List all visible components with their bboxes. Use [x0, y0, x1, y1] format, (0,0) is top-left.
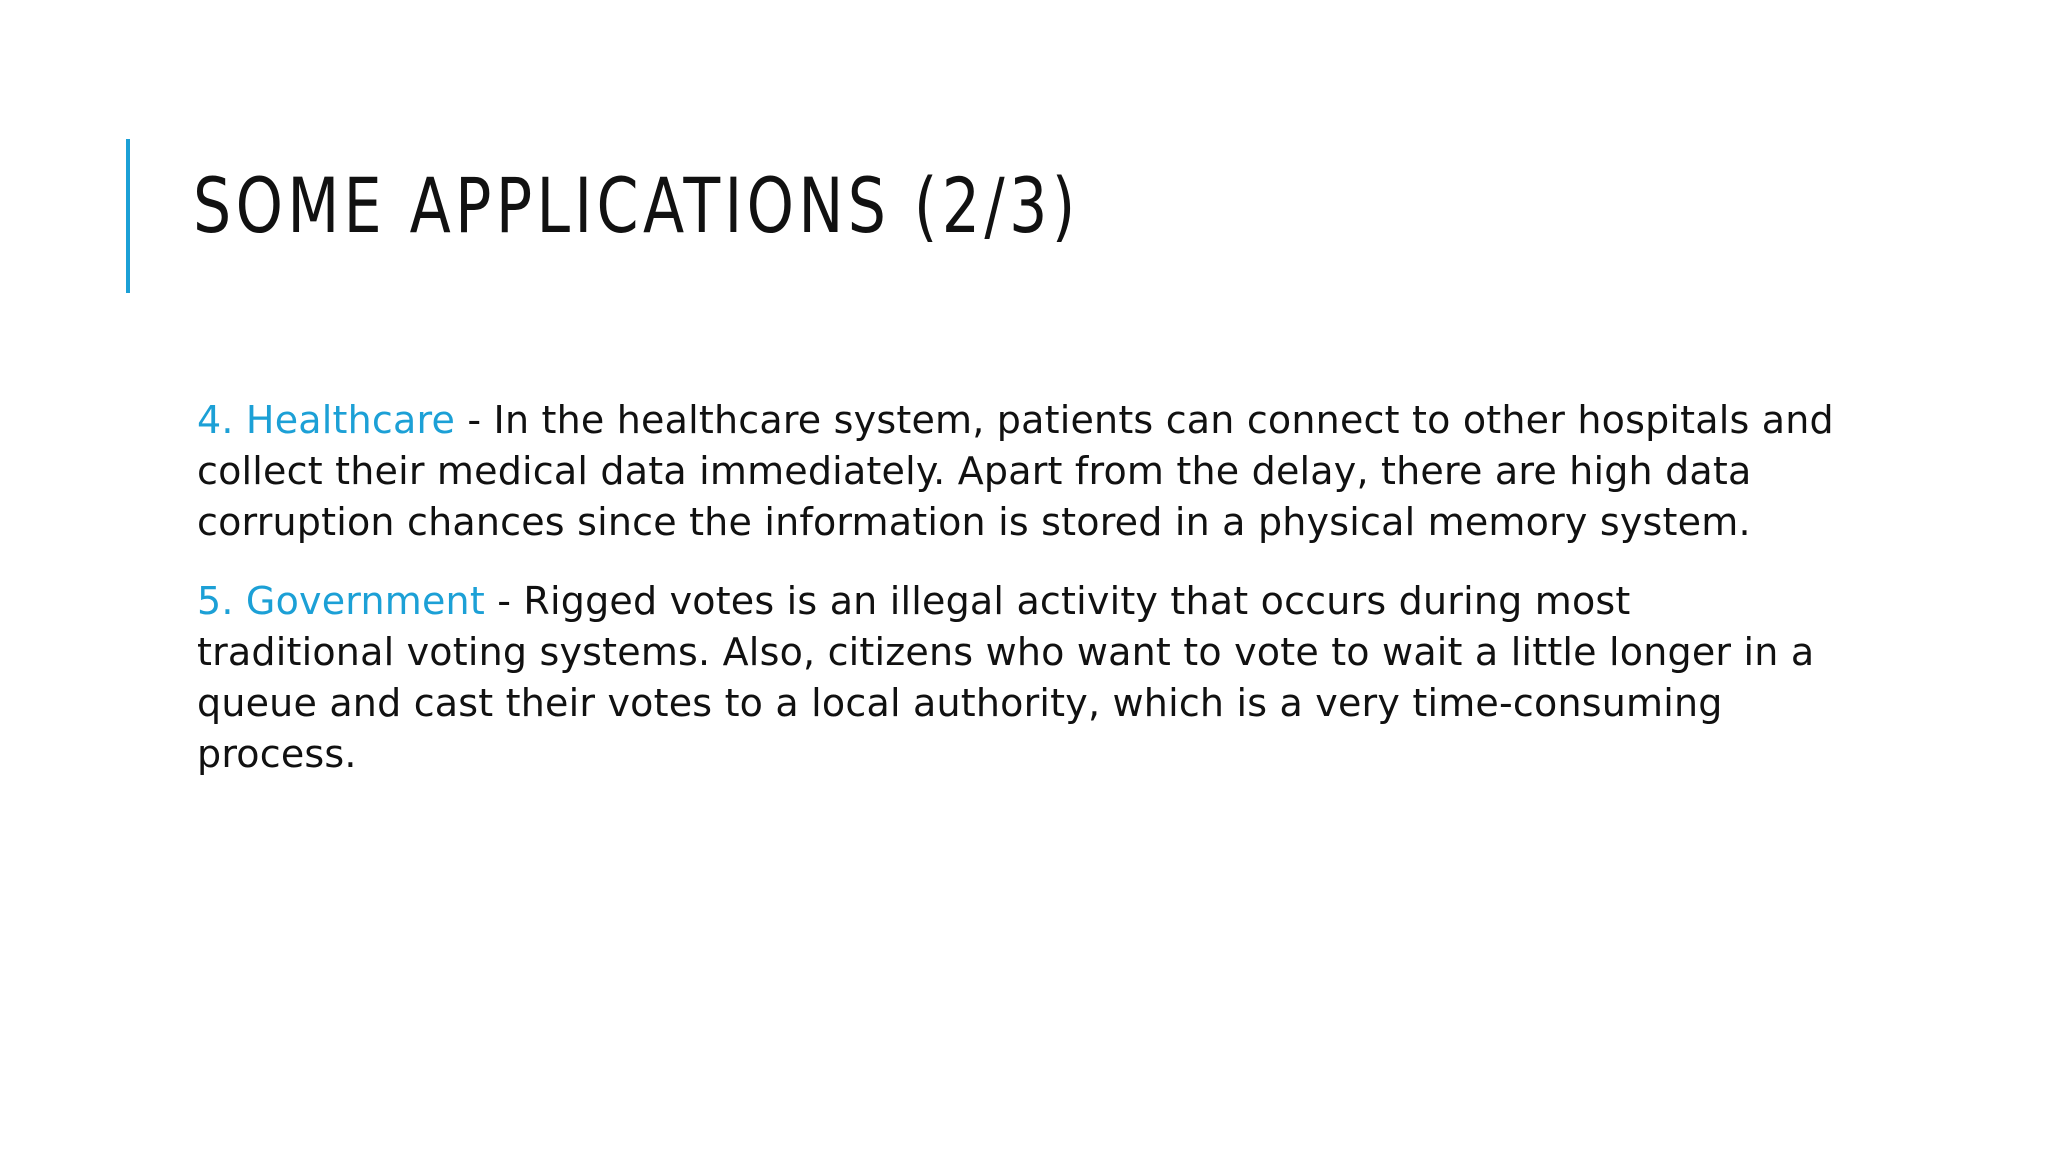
list-item-government: [197, 576, 1837, 780]
item-term: 4. Healthcare: [197, 398, 456, 442]
item-text: - Rigged votes is an illegal activity that occurs during most traditional voting systems. Also, citizens who want to vote to wait a little longer in a queue and cast their votes to a local authority, which is a very time-consuming process.: [197, 579, 1815, 776]
item-term: 5. Government: [197, 579, 485, 623]
list-item-healthcare: [197, 395, 1837, 548]
slide-title: SOME APPLICATIONS (2/3): [193, 161, 1080, 250]
title-accent-bar: [126, 139, 130, 293]
item-text: - In the healthcare system, patients can connect to other hospitals and collect their medical data immediately. Apart from the delay, there are high data corruption chances since the information is stored in a physical memory system.: [197, 398, 1834, 544]
slide-body: [197, 395, 1837, 808]
